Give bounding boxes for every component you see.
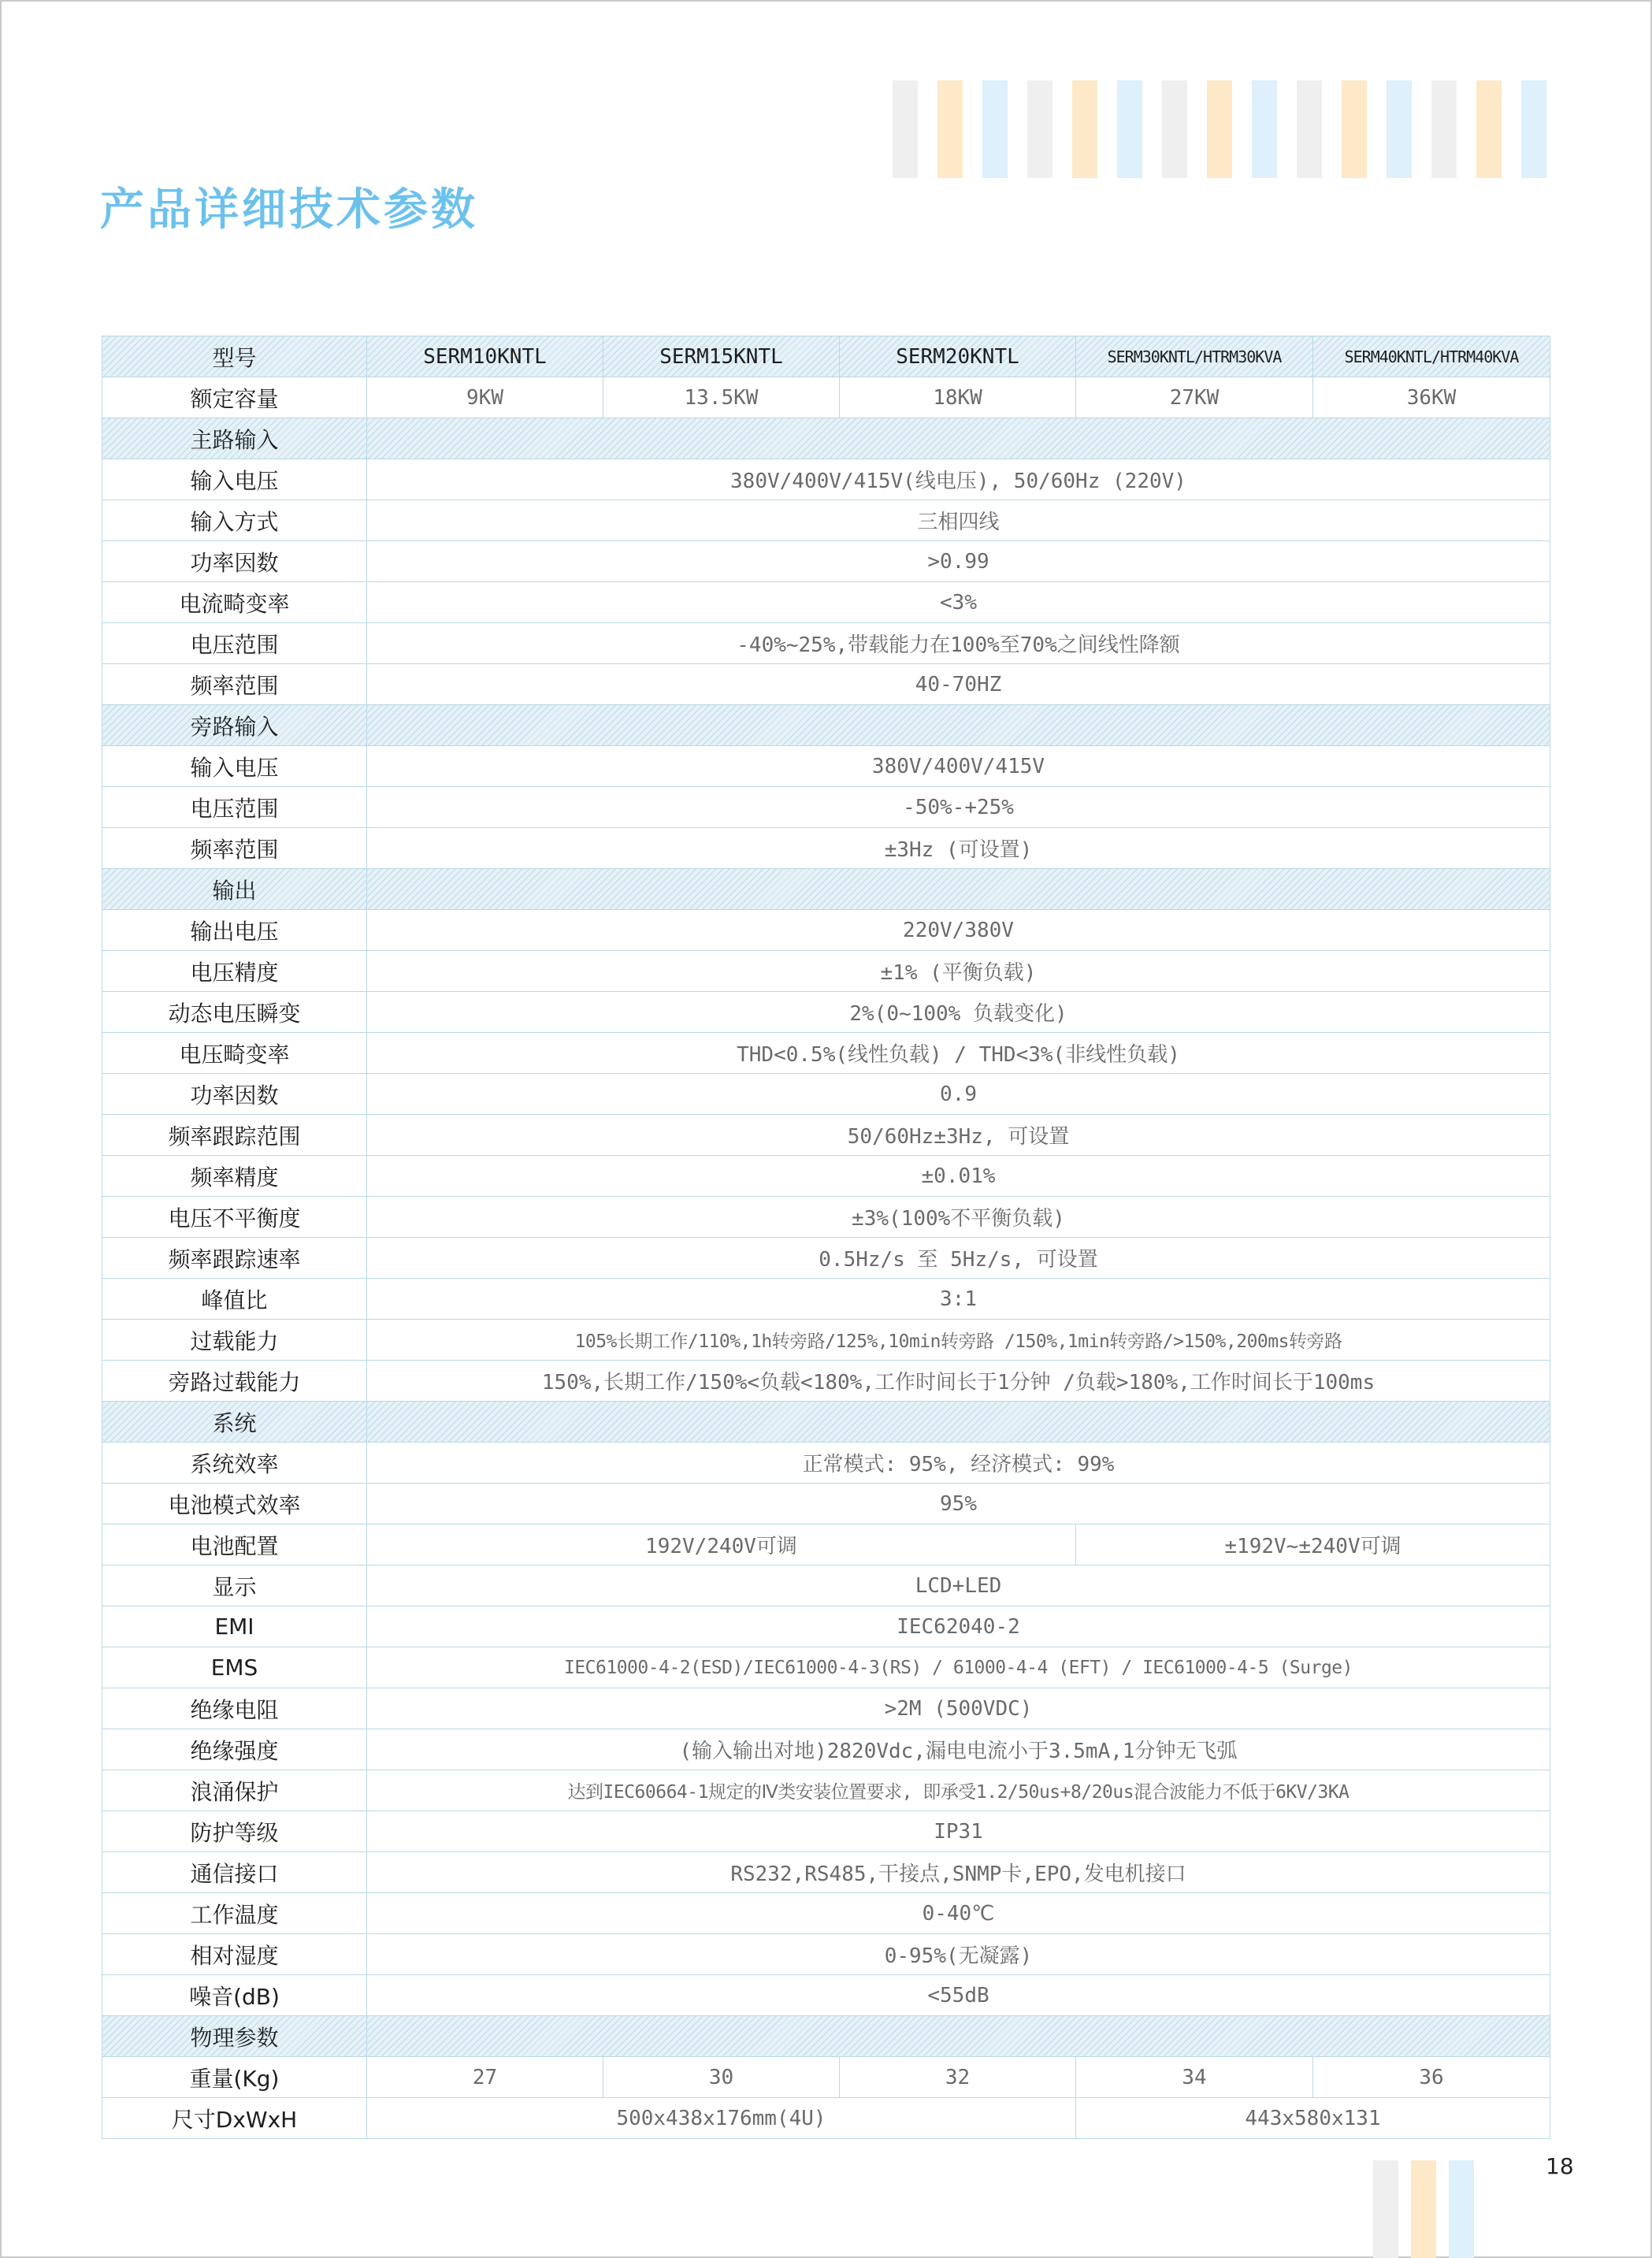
row-value: IP31	[367, 1811, 1550, 1852]
section-row	[102, 2016, 1550, 2057]
table-row	[102, 1606, 1550, 1647]
row-label: 动态电压瞬变	[102, 992, 367, 1033]
row-value: 220V/380V	[367, 910, 1550, 951]
table-row	[102, 1443, 1550, 1484]
dimensions-right: 443x580x131	[1076, 2098, 1550, 2139]
table-row	[102, 1729, 1550, 1770]
decorative-stripe	[1072, 80, 1097, 178]
row-label: 输出电压	[102, 910, 367, 951]
row-label: 峰值比	[102, 1279, 367, 1320]
decorative-stripe	[1297, 80, 1322, 178]
row-value: 105%长期工作/110%,1h转旁路/125%,10min转旁路 /150%,1min转旁路/>150%,200ms转旁路	[367, 1320, 1550, 1361]
table-row	[102, 1197, 1550, 1238]
spec-table	[102, 336, 1550, 2139]
row-label: 相对湿度	[102, 1934, 367, 1975]
decorative-stripe	[1521, 80, 1546, 178]
decorative-stripe	[1476, 80, 1502, 178]
table-row	[102, 1525, 1550, 1565]
row-label: 输入方式	[102, 500, 367, 541]
table-row	[102, 1074, 1550, 1115]
table-row	[102, 746, 1550, 787]
row-value: 150%,长期工作/150%<负载<180%,工作时间长于1分钟 /负载>180%,工作时间长于100ms	[367, 1361, 1550, 1402]
table-row	[102, 1852, 1550, 1893]
decorative-stripe	[1373, 2160, 1398, 2258]
section-row	[102, 705, 1550, 746]
table-row	[102, 459, 1550, 500]
table-row	[102, 1033, 1550, 1074]
section-title: 物理参数	[102, 2016, 367, 2057]
decorative-stripe	[1342, 80, 1367, 178]
section-fill	[367, 2016, 1550, 2057]
decorative-stripe	[937, 80, 963, 178]
weight-value: 36	[1313, 2057, 1550, 2098]
row-label: 工作温度	[102, 1893, 367, 1934]
row-value: 3:1	[367, 1279, 1550, 1320]
table-row	[102, 1156, 1550, 1197]
table-row	[102, 992, 1550, 1033]
row-label: 电池模式效率	[102, 1484, 367, 1525]
row-label: 输入电压	[102, 459, 367, 500]
decorative-stripe	[1431, 80, 1457, 178]
row-value: 正常模式: 95%, 经济模式: 99%	[367, 1443, 1550, 1484]
row-label: 电压范围	[102, 787, 367, 828]
battery-config-right: ±192V~±240V可调	[1076, 1525, 1550, 1565]
row-value: RS232,RS485,干接点,SNMP卡,EPO,发电机接口	[367, 1852, 1550, 1893]
row-label: 电池配置	[102, 1525, 367, 1565]
row-value: ±0.01%	[367, 1156, 1550, 1197]
row-label: 电压范围	[102, 623, 367, 664]
section-fill	[367, 705, 1550, 746]
decorative-stripe	[1207, 80, 1232, 178]
table-row	[102, 1115, 1550, 1156]
row-label: 通信接口	[102, 1852, 367, 1893]
row-label: 过载能力	[102, 1320, 367, 1361]
decorative-stripes-top	[893, 80, 1652, 178]
row-value: -40%~25%,带载能力在100%至70%之间线性降额	[367, 623, 1550, 664]
header-row	[102, 336, 1550, 377]
battery-config-left: 192V/240V可调	[367, 1525, 1076, 1565]
decorative-stripe	[982, 80, 1008, 178]
row-label: 电流畸变率	[102, 582, 367, 623]
row-value: -50%-+25%	[367, 787, 1550, 828]
table-row	[102, 1565, 1550, 1606]
model-name: SERM15KNTL	[603, 336, 840, 377]
table-row	[102, 1320, 1550, 1361]
row-label: EMI	[102, 1606, 367, 1647]
table-row	[102, 377, 1550, 418]
row-label: 绝缘强度	[102, 1729, 367, 1770]
row-label: 防护等级	[102, 1811, 367, 1852]
row-label: 额定容量	[102, 377, 367, 418]
capacity-value: 27KW	[1076, 377, 1313, 418]
decorative-stripe	[1387, 80, 1412, 178]
row-label: 频率范围	[102, 828, 367, 869]
weight-value: 27	[367, 2057, 603, 2098]
decorative-stripe	[1449, 2160, 1474, 2258]
table-row	[102, 910, 1550, 951]
table-row	[102, 541, 1550, 582]
row-label: 频率精度	[102, 1156, 367, 1197]
row-value: THD<0.5%(线性负载) / THD<3%(非线性负载)	[367, 1033, 1550, 1074]
section-title: 主路输入	[102, 418, 367, 459]
capacity-value: 13.5KW	[603, 377, 840, 418]
row-value: 95%	[367, 1484, 1550, 1525]
dimensions-left: 500x438x176mm(4U)	[367, 2098, 1076, 2139]
row-label: 频率跟踪范围	[102, 1115, 367, 1156]
row-value: 三相四线	[367, 500, 1550, 541]
row-value: >0.99	[367, 541, 1550, 582]
table-row	[102, 2098, 1550, 2139]
model-name: SERM20KNTL	[840, 336, 1076, 377]
table-row	[102, 1647, 1550, 1688]
model-name: SERM30KNTL/HTRM30KVA	[1076, 336, 1313, 377]
model-header-label: 型号	[102, 336, 367, 377]
weight-value: 30	[603, 2057, 840, 2098]
table-row	[102, 1811, 1550, 1852]
table-row	[102, 2057, 1550, 2098]
model-name: SERM40KNTL/HTRM40KVA	[1313, 336, 1550, 377]
capacity-value: 18KW	[840, 377, 1076, 418]
table-row	[102, 623, 1550, 664]
weight-value: 32	[840, 2057, 1076, 2098]
decorative-stripe	[1117, 80, 1142, 178]
decorative-stripe	[1162, 80, 1187, 178]
table-row	[102, 500, 1550, 541]
decorative-stripe	[1411, 2160, 1436, 2258]
weight-value: 34	[1076, 2057, 1313, 2098]
section-title: 系统	[102, 1402, 367, 1443]
row-label: 电压精度	[102, 951, 367, 992]
row-label: 功率因数	[102, 541, 367, 582]
decorative-stripes-bottom	[1373, 2160, 1652, 2258]
row-value: 2%(0~100% 负载变化)	[367, 992, 1550, 1033]
row-value: 0.5Hz/s 至 5Hz/s, 可设置	[367, 1238, 1550, 1279]
row-value: ±3Hz (可设置)	[367, 828, 1550, 869]
row-value: LCD+LED	[367, 1565, 1550, 1606]
row-value: 达到IEC60664-1规定的Ⅳ类安装位置要求, 即承受1.2/50us+8/20us混合波能力不低于6KV/3KA	[367, 1770, 1550, 1811]
page-number: 18	[1546, 2153, 1574, 2179]
row-label: 显示	[102, 1565, 367, 1606]
table-row	[102, 1688, 1550, 1729]
row-value: 0-40℃	[367, 1893, 1550, 1934]
table-row	[102, 951, 1550, 992]
row-label: 电压畸变率	[102, 1033, 367, 1074]
table-row	[102, 1893, 1550, 1934]
row-label: 输入电压	[102, 746, 367, 787]
row-label: 旁路过载能力	[102, 1361, 367, 1402]
page-title: 产品详细技术参数	[100, 184, 478, 236]
row-value: IEC61000-4-2(ESD)/IEC61000-4-3(RS) / 61000-4-4 (EFT) / IEC61000-4-5 (Surge)	[367, 1647, 1550, 1688]
row-label: 浪涌保护	[102, 1770, 367, 1811]
table-row	[102, 1279, 1550, 1320]
table-row	[102, 787, 1550, 828]
decorative-stripe	[1252, 80, 1277, 178]
decorative-stripe	[1027, 80, 1052, 178]
capacity-value: 36KW	[1313, 377, 1550, 418]
row-label: 重量(Kg)	[102, 2057, 367, 2098]
table-row	[102, 1934, 1550, 1975]
row-value: >2M (500VDC)	[367, 1688, 1550, 1729]
table-row	[102, 828, 1550, 869]
model-name: SERM10KNTL	[367, 336, 603, 377]
capacity-value: 9KW	[367, 377, 603, 418]
row-label: 功率因数	[102, 1074, 367, 1115]
row-value: 380V/400V/415V(线电压), 50/60Hz (220V)	[367, 459, 1550, 500]
row-value: 50/60Hz±3Hz, 可设置	[367, 1115, 1550, 1156]
section-fill	[367, 418, 1550, 459]
row-value: 0.9	[367, 1074, 1550, 1115]
row-label: EMS	[102, 1647, 367, 1688]
row-value: ±3%(100%不平衡负载)	[367, 1197, 1550, 1238]
row-label: 电压不平衡度	[102, 1197, 367, 1238]
row-value: IEC62040-2	[367, 1606, 1550, 1647]
table-row	[102, 1484, 1550, 1525]
table-row	[102, 1770, 1550, 1811]
row-label: 尺寸DxWxH	[102, 2098, 367, 2139]
row-value: 0-95%(无凝露)	[367, 1934, 1550, 1975]
section-row	[102, 1402, 1550, 1443]
row-value: <3%	[367, 582, 1550, 623]
section-fill	[367, 1402, 1550, 1443]
row-value: (输入输出对地)2820Vdc,漏电电流小于3.5mA,1分钟无飞弧	[367, 1729, 1550, 1770]
table-row	[102, 664, 1550, 705]
decorative-stripe	[893, 80, 918, 178]
row-value: 380V/400V/415V	[367, 746, 1550, 787]
section-row	[102, 869, 1550, 910]
row-label: 频率范围	[102, 664, 367, 705]
table-row	[102, 1975, 1550, 2016]
row-label: 噪音(dB)	[102, 1975, 367, 2016]
row-label: 绝缘电阻	[102, 1688, 367, 1729]
section-title: 输出	[102, 869, 367, 910]
section-fill	[367, 869, 1550, 910]
table-row	[102, 582, 1550, 623]
table-row	[102, 1238, 1550, 1279]
row-value: ±1% (平衡负载)	[367, 951, 1550, 992]
section-row	[102, 418, 1550, 459]
row-value: 40-70HZ	[367, 664, 1550, 705]
row-value: <55dB	[367, 1975, 1550, 2016]
spec-table-body	[102, 336, 1550, 2139]
table-row	[102, 1361, 1550, 1402]
section-title: 旁路输入	[102, 705, 367, 746]
row-label: 系统效率	[102, 1443, 367, 1484]
row-label: 频率跟踪速率	[102, 1238, 367, 1279]
